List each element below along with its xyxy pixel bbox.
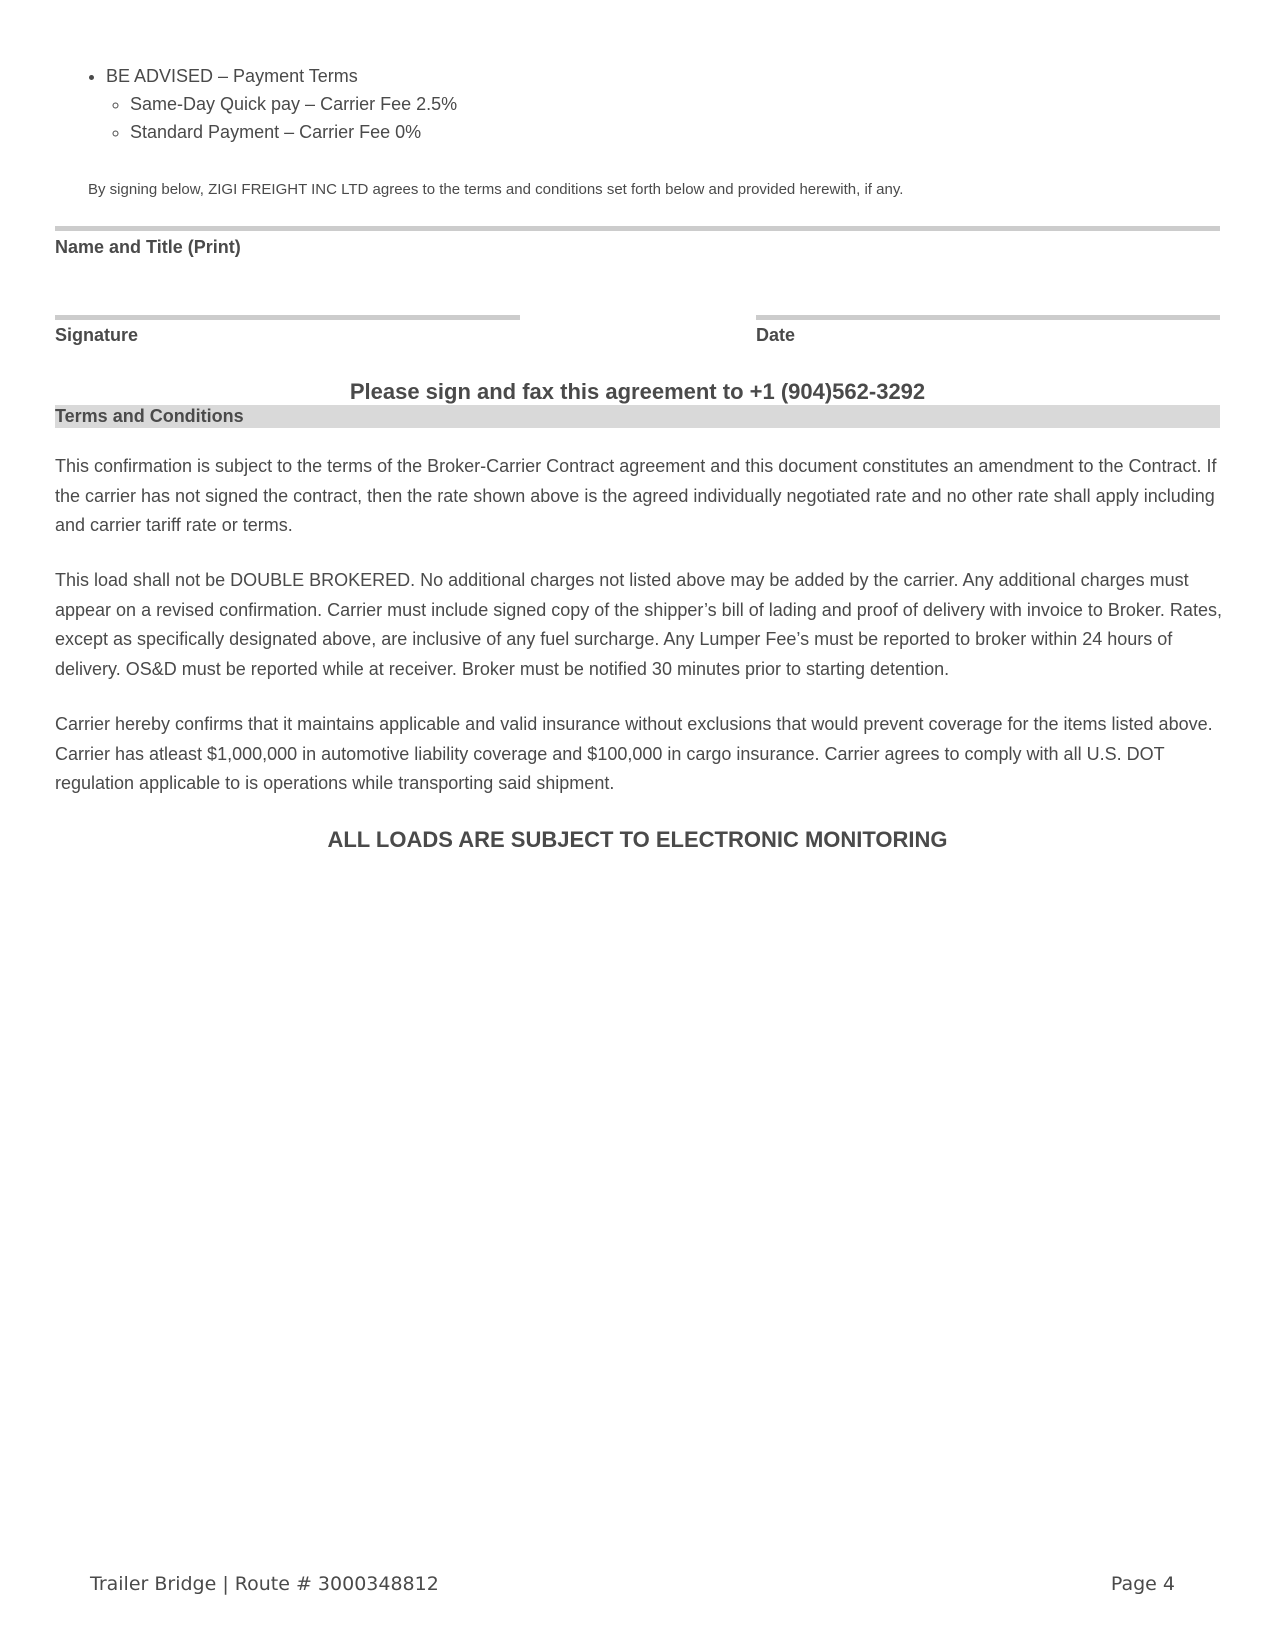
fax-instruction: Please sign and fax this agreement to +1 (904)562-3292 <box>349 379 926 404</box>
date-label: Date <box>756 325 796 345</box>
signature-line <box>55 315 520 320</box>
terms-paragraph-insurance: Carrier hereby confirms that it maintains applicable and valid insurance without exclusions that would prevent coverage for the items listed above. Carrier has atleast $1,000,000 in automotive liability coverage and $100,000 in cargo insurance. Carrier agrees to comply with all U.S. DOT regulation applicable to is operations while transporting said shipment. <box>55 714 1213 793</box>
terms-title: Terms and Conditions <box>55 406 244 426</box>
payment-terms-list <box>82 62 457 146</box>
date-line <box>756 315 1220 320</box>
payment-option-quick-pay: ◦ Same-Day Quick pay – Carrier Fee 2.5% <box>130 90 457 118</box>
name-title-line <box>55 226 1220 231</box>
terms-paragraph-contract: This confirmation is subject to the terms of the Broker-Carrier Contract agreement and this document constitutes an amendment to the Contract. If the carrier has not signed the contract, then the rate shown above is the agreed individually negotiated rate and no other rate shall apply including and carrier tariff rate or terms. <box>55 456 1217 535</box>
payment-terms-heading: BE ADVISED – Payment Terms <box>106 66 358 86</box>
monitoring-notice: ALL LOADS ARE SUBJECT TO ELECTRONIC MONITORING <box>327 827 948 852</box>
name-title-label: Name and Title (Print) <box>55 237 241 257</box>
footer-route: Trailer Bridge | Route # 3000348812 <box>90 1573 439 1595</box>
payment-options-list <box>106 90 457 146</box>
payment-terms-item <box>106 62 457 146</box>
signing-note: By signing below, ZIGI FREIGHT INC LTD agrees to the terms and conditions set forth below and provided herewith, if any. <box>88 181 904 198</box>
signature-label: Signature <box>55 325 139 345</box>
terms-paragraph-brokering: This load shall not be DOUBLE BROKERED. No additional charges not listed above may be added by the carrier. Any additional charges must appear on a revised confirmation. Carrier must include signed copy of the shipper’s bill of lading and proof of delivery with invoice to Broker. Rates, except as specifically designated above, are inclusive of any fuel surcharge. Any Lumper Fee’s must be reported to broker within 24 hours of delivery. OS&D must be reported while at receiver. Broker must be notified 30 minutes prior to starting detention. <box>55 570 1222 679</box>
payment-option-standard: ◦ Standard Payment – Carrier Fee 0% <box>130 118 457 146</box>
footer-page-number: Page 4 <box>1110 1573 1175 1595</box>
